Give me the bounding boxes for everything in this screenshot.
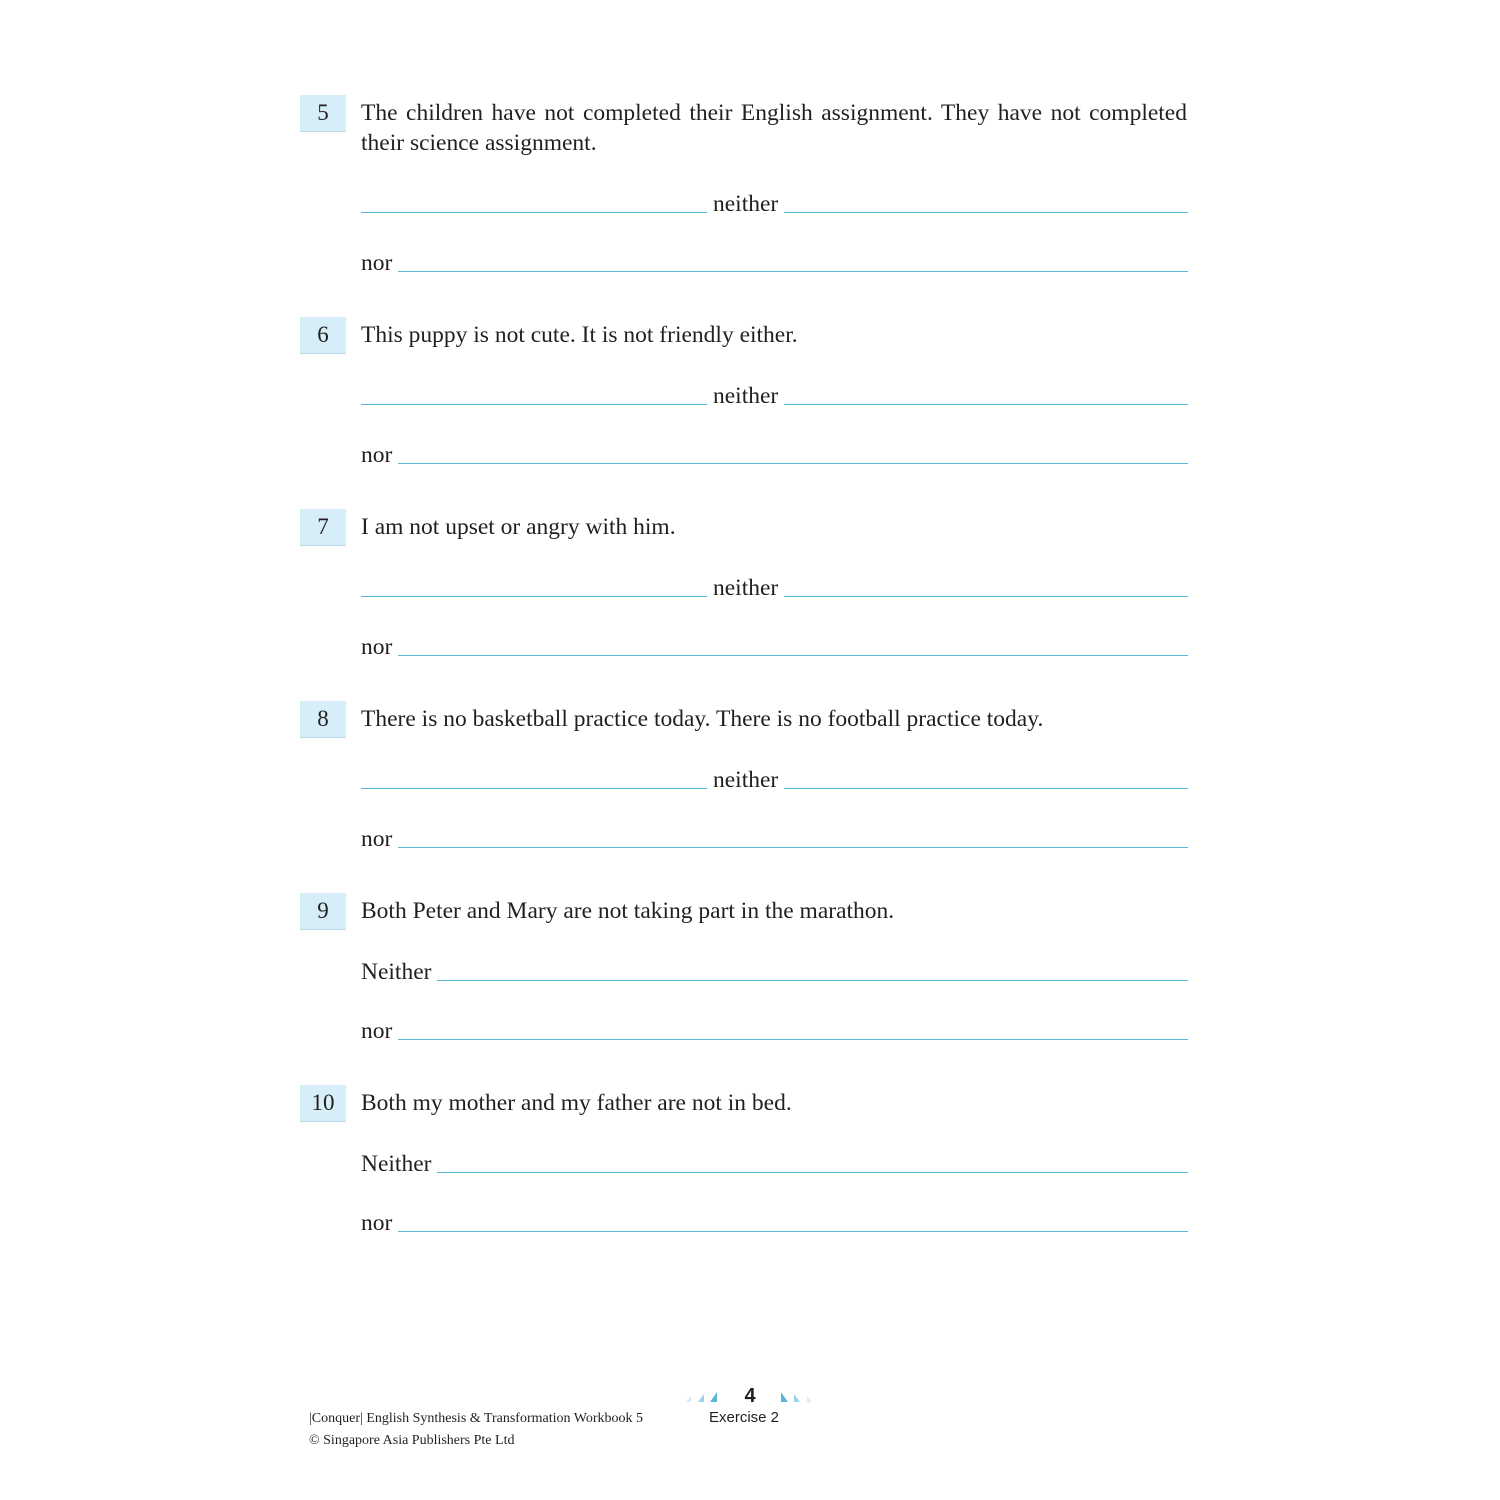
question-number: 7 bbox=[300, 509, 346, 546]
answer-blank-left[interactable] bbox=[361, 212, 707, 213]
page-number: 4 bbox=[744, 1385, 756, 1407]
answer-row-1[interactable] bbox=[361, 381, 1188, 411]
answer-blank[interactable] bbox=[398, 655, 1188, 656]
answer-blank[interactable] bbox=[398, 847, 1188, 848]
question-number: 5 bbox=[300, 95, 346, 132]
connector-label: nor bbox=[361, 250, 393, 276]
answer-row-2[interactable] bbox=[361, 248, 1188, 278]
answer-blank[interactable] bbox=[398, 463, 1188, 464]
connector-label: nor bbox=[361, 634, 393, 660]
question-prompt: I am not upset or angry with him. bbox=[361, 514, 676, 540]
answer-blank[interactable] bbox=[398, 1231, 1188, 1232]
connector-label: nor bbox=[361, 826, 393, 852]
connector-label: neither bbox=[713, 575, 779, 601]
answer-row-2[interactable] bbox=[361, 440, 1188, 470]
question-prompt: The children have not completed their English assignment. They have not completed their science assignment. bbox=[361, 100, 1187, 156]
answer-blank-left[interactable] bbox=[361, 404, 707, 405]
answer-blank[interactable] bbox=[398, 1039, 1188, 1040]
right-triangles-decoration-icon bbox=[778, 1384, 818, 1408]
answer-row-1[interactable] bbox=[361, 1149, 1188, 1179]
page-number-marker bbox=[680, 1384, 820, 1408]
left-triangles-decoration-icon bbox=[680, 1384, 720, 1408]
answer-blank-left[interactable] bbox=[361, 788, 707, 789]
question-prompt: There is no basketball practice today. There is no football practice today. bbox=[361, 706, 1044, 732]
answer-blank-right[interactable] bbox=[784, 404, 1188, 405]
question-number: 6 bbox=[300, 317, 346, 354]
answer-blank-left[interactable] bbox=[361, 596, 707, 597]
answer-row-1[interactable] bbox=[361, 957, 1188, 987]
answer-row-2[interactable] bbox=[361, 632, 1188, 662]
question-prompt: This puppy is not cute. It is not friendly either. bbox=[361, 322, 798, 348]
answer-row-1[interactable] bbox=[361, 189, 1188, 219]
connector-label: Neither bbox=[361, 959, 432, 985]
exercise-label: Exercise 2 bbox=[709, 1409, 780, 1426]
answer-blank-right[interactable] bbox=[784, 596, 1188, 597]
copyright-notice: © Singapore Asia Publishers Pte Ltd bbox=[309, 1433, 515, 1448]
answer-row-2[interactable] bbox=[361, 824, 1188, 854]
answer-row-2[interactable] bbox=[361, 1016, 1188, 1046]
answer-blank-right[interactable] bbox=[784, 788, 1188, 789]
book-title: |Conquer| English Synthesis & Transformation Workbook 5 bbox=[309, 1411, 644, 1426]
question-number: 9 bbox=[300, 893, 346, 930]
answer-row-2[interactable] bbox=[361, 1208, 1188, 1238]
question-prompt: Both my mother and my father are not in bed. bbox=[361, 1090, 792, 1116]
question-number: 8 bbox=[300, 701, 346, 738]
answer-row-1[interactable] bbox=[361, 573, 1188, 603]
connector-label: neither bbox=[713, 767, 779, 793]
answer-blank[interactable] bbox=[437, 1172, 1188, 1173]
question-number: 10 bbox=[300, 1085, 346, 1122]
answer-blank[interactable] bbox=[437, 980, 1188, 981]
answer-row-1[interactable] bbox=[361, 765, 1188, 795]
connector-label: nor bbox=[361, 442, 393, 468]
answer-blank[interactable] bbox=[398, 271, 1188, 272]
connector-label: neither bbox=[713, 383, 779, 409]
question-prompt: Both Peter and Mary are not taking part in the marathon. bbox=[361, 898, 895, 924]
connector-label: neither bbox=[713, 191, 779, 217]
answer-blank-right[interactable] bbox=[784, 212, 1188, 213]
connector-label: nor bbox=[361, 1210, 393, 1236]
connector-label: Neither bbox=[361, 1151, 432, 1177]
connector-label: nor bbox=[361, 1018, 393, 1044]
